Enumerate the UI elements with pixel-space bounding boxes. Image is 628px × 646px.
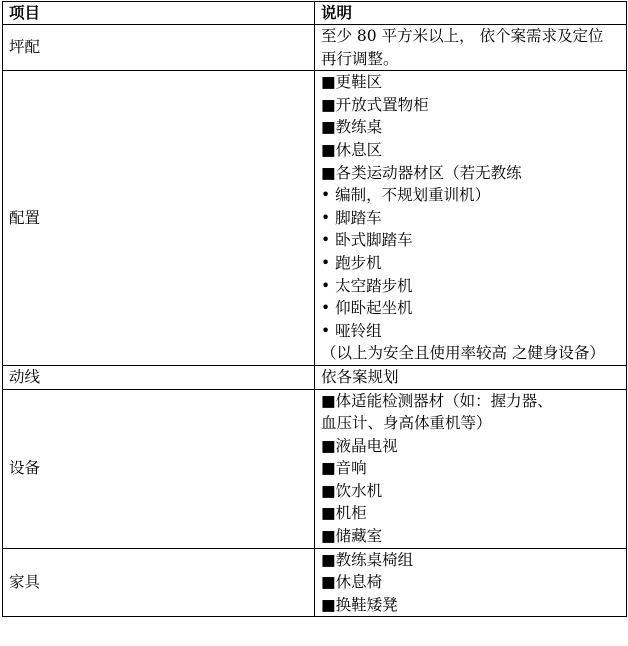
- desc-line: ■机柜: [321, 504, 367, 523]
- table-row: [3, 71, 627, 366]
- desc-line: ■储藏室: [321, 527, 383, 546]
- row-item-area: 坪配: [3, 25, 315, 71]
- row-desc-furniture: [315, 548, 627, 617]
- desc-line: ■饮水机: [321, 481, 383, 500]
- desc-line: ■音响: [321, 459, 367, 478]
- row-item-furniture: 家具: [3, 548, 315, 617]
- header-item: 项目: [3, 2, 315, 25]
- desc-line: ■各类运动器材区（若无教练: [321, 163, 522, 182]
- row-item-config: 配置: [3, 71, 315, 366]
- header-desc: 说明: [315, 2, 627, 25]
- desc-line: ■液晶电视: [321, 436, 398, 455]
- desc-line: ■换鞋矮凳: [321, 595, 398, 614]
- desc-line: 依各案规划: [321, 367, 399, 386]
- row-desc-area: [315, 25, 627, 71]
- row-item-flow: 动线: [3, 365, 315, 389]
- desc-line: • 仰卧起坐机: [321, 299, 413, 318]
- desc-line: （以上为安全且使用率较高 之健身设备）: [321, 344, 605, 363]
- desc-line: ■休息区: [321, 140, 383, 159]
- desc-line: • 跑步机: [321, 253, 382, 272]
- row-desc-config: [315, 71, 627, 366]
- desc-line: ■教练桌: [321, 118, 383, 137]
- table-row: [3, 365, 627, 389]
- desc-line: • 卧式脚踏车: [321, 231, 413, 250]
- desc-line: ■教练桌椅组: [321, 550, 414, 569]
- desc-line: • 脚踏车: [321, 208, 382, 227]
- desc-line: ■休息椅: [321, 573, 383, 592]
- row-item-equipment: 设备: [3, 389, 315, 548]
- desc-line: • 编制，不规划重训机）: [321, 186, 491, 205]
- table-row: [3, 548, 627, 617]
- row-desc-flow: [315, 365, 627, 389]
- table-row: [3, 389, 627, 548]
- row-desc-equipment: [315, 389, 627, 548]
- desc-line: ■更鞋区: [321, 73, 383, 92]
- table-row: [3, 25, 627, 71]
- spec-table: [2, 1, 627, 617]
- desc-line: • 太空踏步机: [321, 276, 413, 295]
- table-header-row: [3, 2, 627, 25]
- desc-line: ■开放式置物柜: [321, 95, 429, 114]
- desc-line: ■体适能检测器材（如：握力器、血压计、身高体重机等）: [321, 391, 553, 433]
- desc-line: 至少 80 平方米以上， 依个案需求及定位再行调整。: [321, 27, 604, 68]
- desc-line: • 哑铃组: [321, 321, 382, 340]
